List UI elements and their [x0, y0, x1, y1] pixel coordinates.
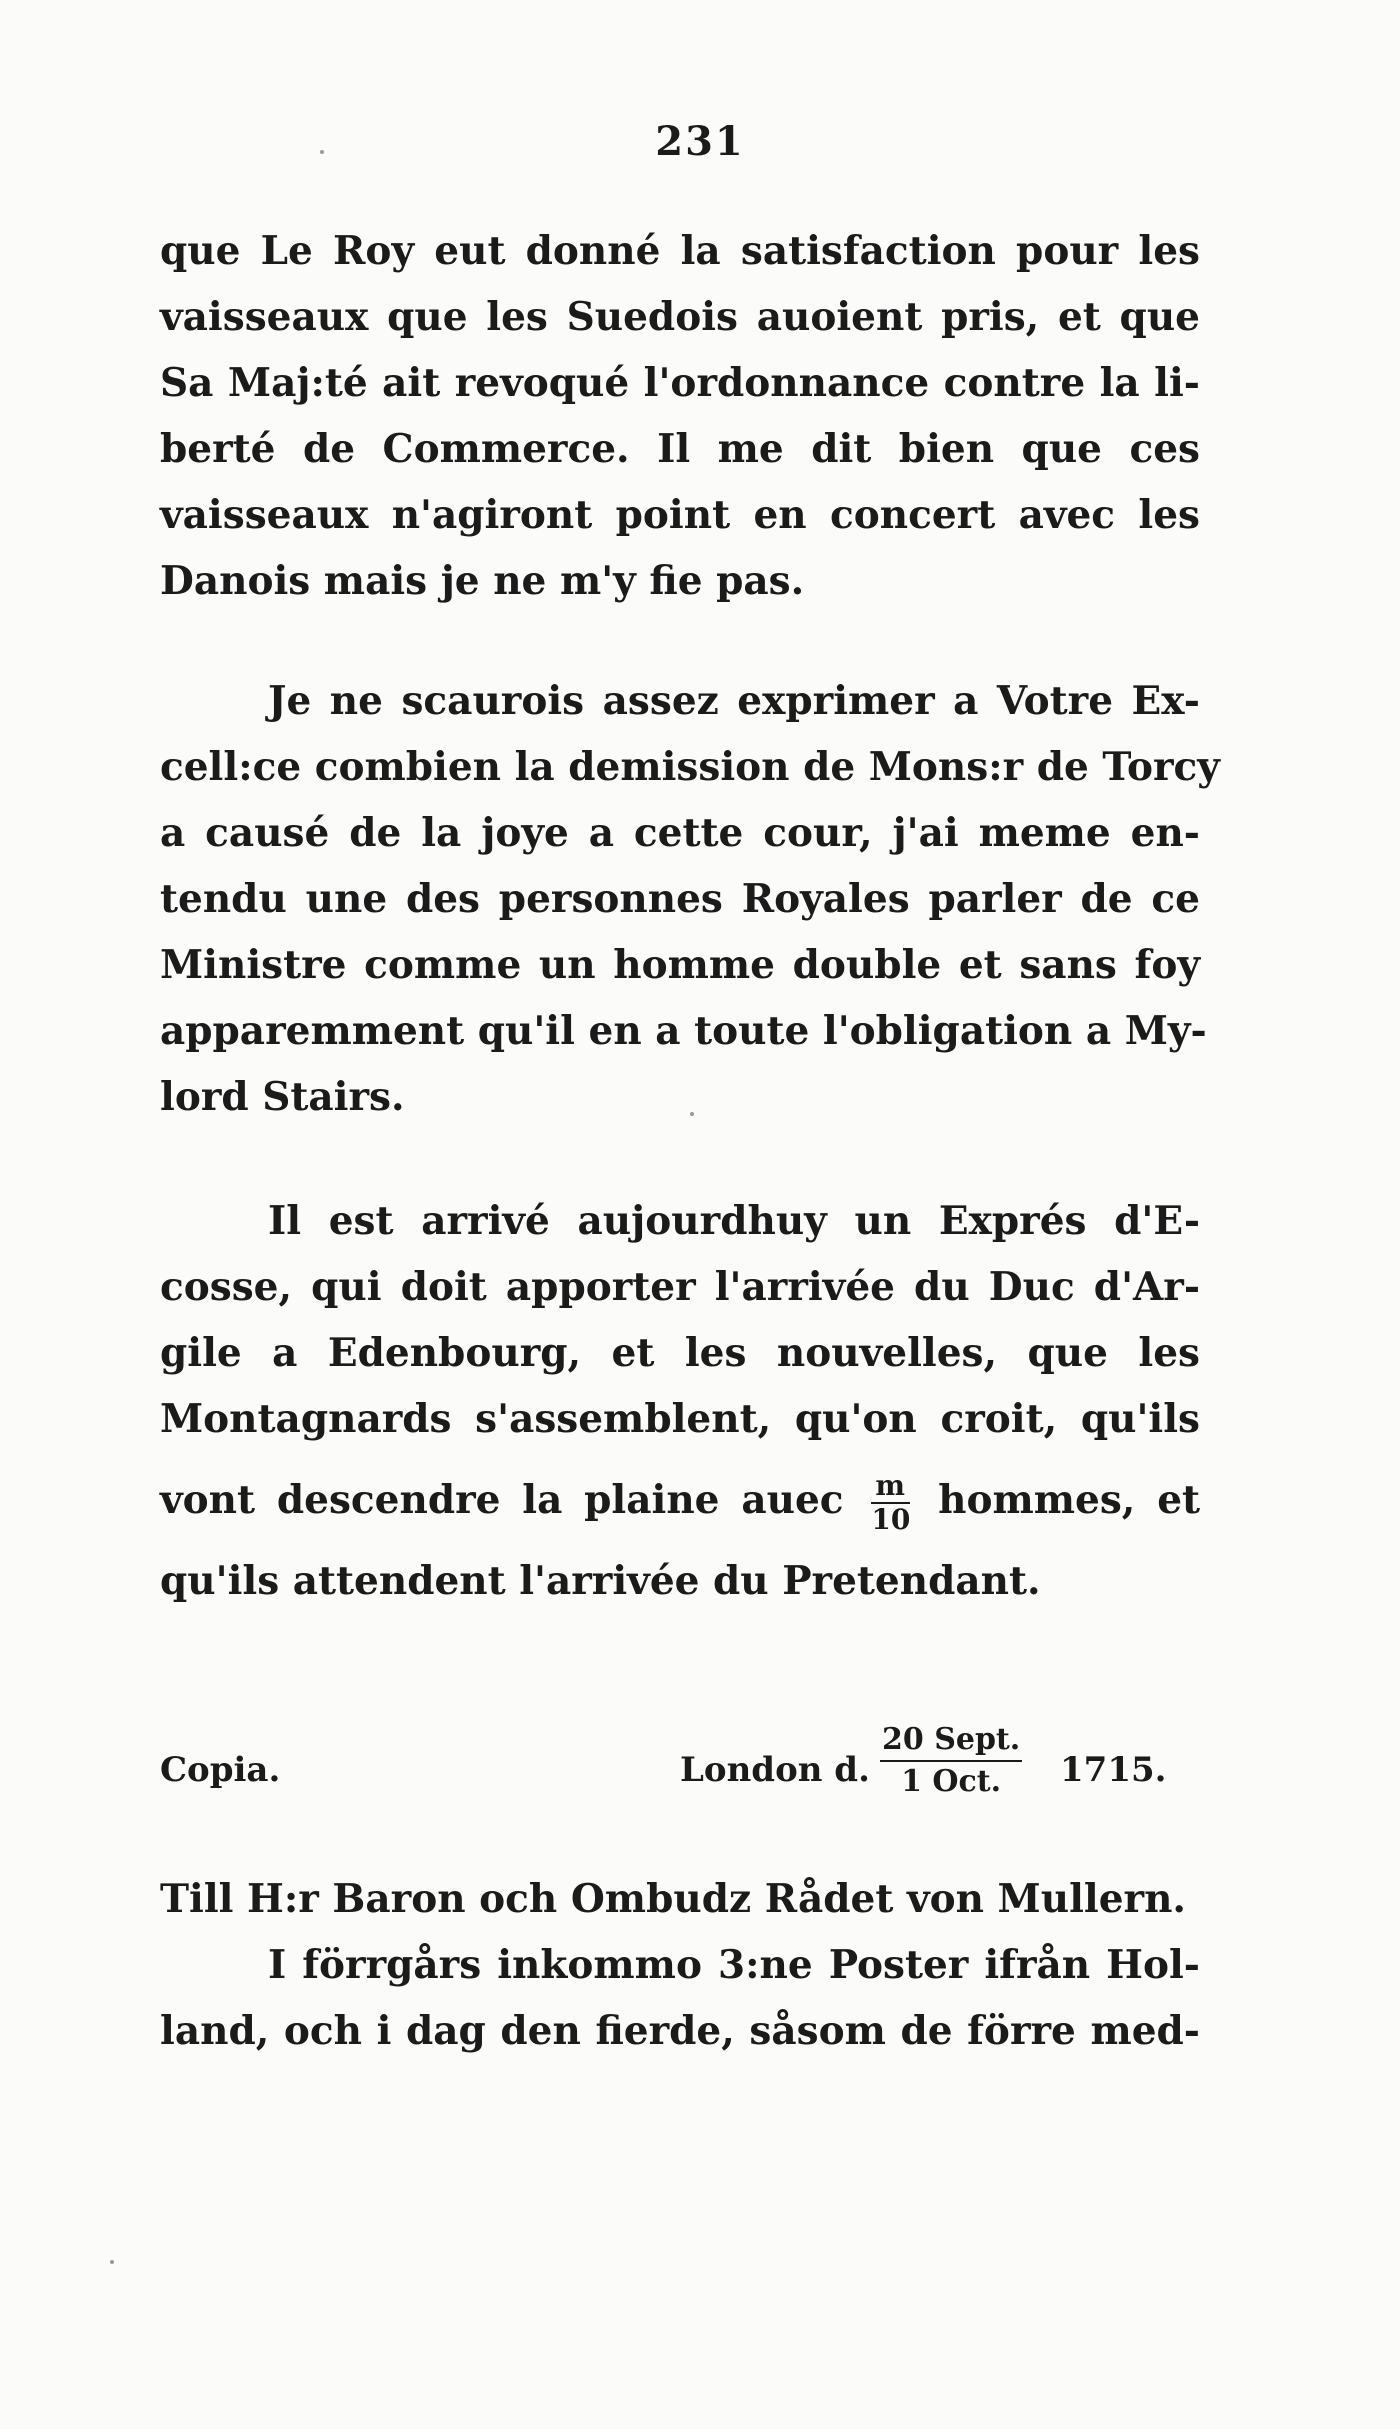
copia-label: Copia. — [160, 1750, 281, 1790]
text-line: tendu une des personnes Royales parler de ce — [160, 876, 1200, 922]
date-new-style: 1 Oct. — [901, 1764, 1002, 1799]
fraction-line-after: hommes, et — [938, 1477, 1201, 1523]
text-line: Il est arrivé aujourdhuy un Exprés d'E- — [268, 1198, 1200, 1244]
paragraph-3 — [160, 1188, 1200, 1614]
text-line: I förrgårs inkommo 3:ne Poster ifrån Hol- — [268, 1942, 1200, 1988]
paper-speck — [320, 150, 324, 154]
fraction-line-before: vont descendre la plaine auec — [160, 1477, 844, 1523]
paragraph-2 — [160, 668, 1220, 1130]
letter-salutation: Till H:r Baron och Ombudz Rådet von Mullern. — [160, 1876, 1186, 1922]
fraction-denominator: 10 — [871, 1503, 911, 1536]
fraction — [871, 1469, 911, 1536]
date-old-style: 20 Sept. — [880, 1720, 1022, 1762]
dateline-date-fraction — [880, 1720, 1022, 1802]
text-line: qu'ils attendent l'arrivée du Pretendant. — [160, 1558, 1041, 1604]
text-line: Je ne scaurois assez exprimer a Votre Ex- — [268, 678, 1200, 724]
dateline-place: London d. — [680, 1750, 870, 1790]
dateline-year: 1715. — [1060, 1750, 1167, 1790]
text-line: vaisseaux n'agiront point en concert avec les — [160, 492, 1200, 538]
text-line: Montagnards s'assemblent, qu'on croit, qu'ils — [160, 1396, 1200, 1442]
text-line: vaisseaux que les Suedois auoient pris, et que — [160, 294, 1200, 340]
paper-speck — [690, 1112, 694, 1116]
text-line: lord Stairs. — [160, 1074, 405, 1120]
text-line: a causé de la joye a cette cour, j'ai meme en- — [160, 810, 1200, 856]
text-line: apparemment qu'il en a toute l'obligation a My- — [160, 1008, 1207, 1054]
text-line: que Le Roy eut donné la satisfaction pour les — [160, 228, 1200, 274]
text-line: Sa Maj:té ait revoqué l'ordonnance contre la li- — [160, 360, 1200, 406]
paragraph-4 — [160, 1866, 1200, 2064]
text-line: Danois mais je ne m'y fie pas. — [160, 558, 805, 604]
text-line: land, och i dag den fierde, såsom de förre med- — [160, 2008, 1200, 2054]
page-number: 231 — [655, 118, 745, 165]
paper-speck — [110, 2260, 114, 2264]
text-line: gile a Edenbourg, et les nouvelles, que les — [160, 1330, 1200, 1376]
text-line-with-fraction — [160, 1452, 1200, 1548]
text-line: cosse, qui doit apporter l'arrivée du Duc d'Ar- — [160, 1264, 1200, 1310]
text-line: berté de Commerce. Il me dit bien que ces — [160, 426, 1200, 472]
fraction-numerator: m — [871, 1472, 910, 1504]
text-line: Ministre comme un homme double et sans foy — [160, 942, 1200, 988]
paragraph-1 — [160, 218, 1200, 614]
letter-dateline — [160, 1720, 1200, 1830]
text-line: cell:ce combien la demission de Mons:r de Torcy — [160, 744, 1220, 790]
